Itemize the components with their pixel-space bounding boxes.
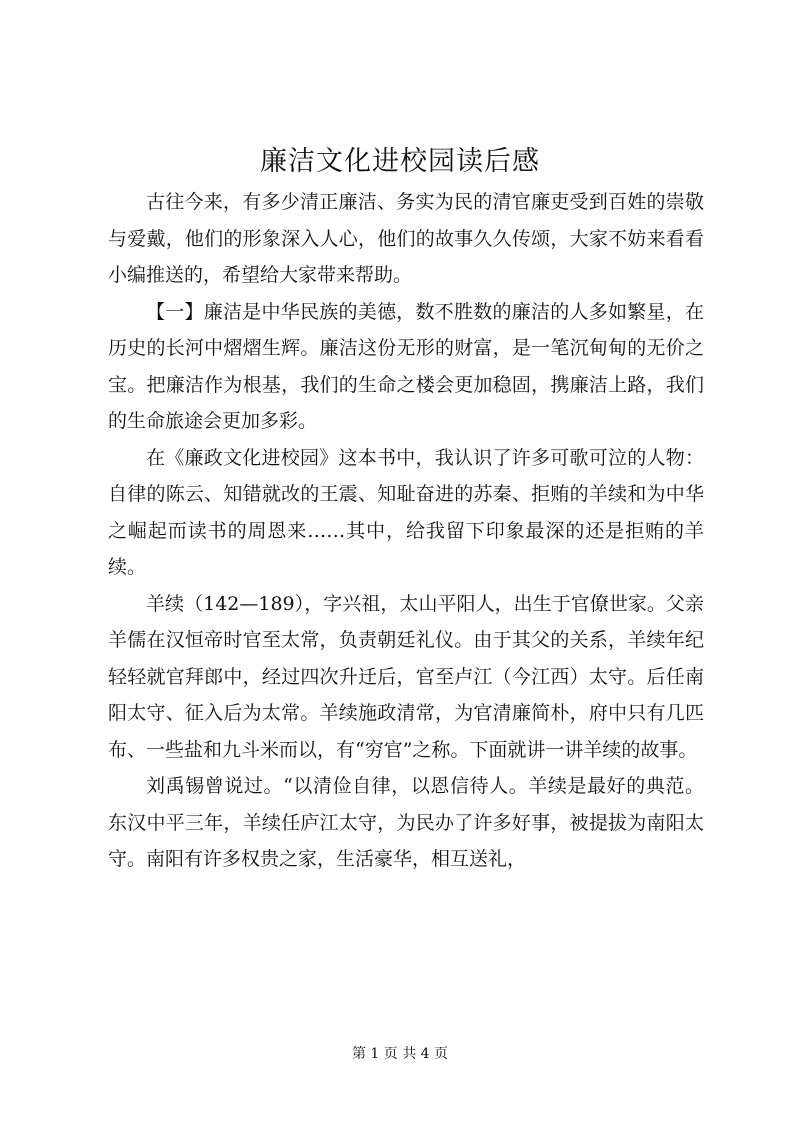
paragraph-yang-xu-bio: 羊续（142—189），字兴祖，太山平阳人，出生于官僚世家。父亲羊儒在汉恒帝时官至太常，负责朝廷礼仪。由于其父的关系，羊续年纪轻轻就官拜郎中，经过四次升迁后，官至卢江（今江西）太守。后任南阳太守、征入后为太常。羊续施政清常，为官清廉简朴，府中只有几匹布、一些盐和九斗米而以，有“穷官”之称。下面就讲一讲羊续的故事。 <box>108 592 704 761</box>
paragraph-section-one: 【一】廉洁是中华民族的美德，数不胜数的廉洁的人多如繁星，在历史的长河中熠熠生辉。廉洁这份无形的财富，是一笔沉甸甸的无价之宝。把廉洁作为根基，我们的生命之楼会更加稳固，携廉洁上路，我们的生命旅途会更加多彩。 <box>108 300 704 432</box>
page-number-footer: 第 1 页 共 4 页 <box>351 1046 449 1062</box>
document-title: 廉洁文化进校园读后感 <box>260 146 540 177</box>
document-body <box>108 184 704 878</box>
paragraph-story-start: 刘禹锡曾说过。“以清俭自律，以恩信待人。羊续是最好的典范。东汉中平三年，羊续任庐江太守，为民办了许多好事，被提拔为南阳太守。南阳有许多权贵之家，生活豪华，相互送礼， <box>108 775 704 870</box>
paragraph-intro: 古往今来，有多少清正廉洁、务实为民的清官廉吏受到百姓的崇敬与爱戴，他们的形象深入人心，他们的故事久久传颂，大家不妨来看看小编推送的，希望给大家带来帮助。 <box>108 191 704 286</box>
paragraph-book-people: 在《廉政文化进校园》这本书中，我认识了许多可歌可泣的人物：自律的陈云、知错就改的王震、知耻奋进的苏秦、拒贿的羊续和为中华之崛起而读书的周恩来……其中，给我留下印象最深的还是拒贿的羊续。 <box>108 446 704 578</box>
